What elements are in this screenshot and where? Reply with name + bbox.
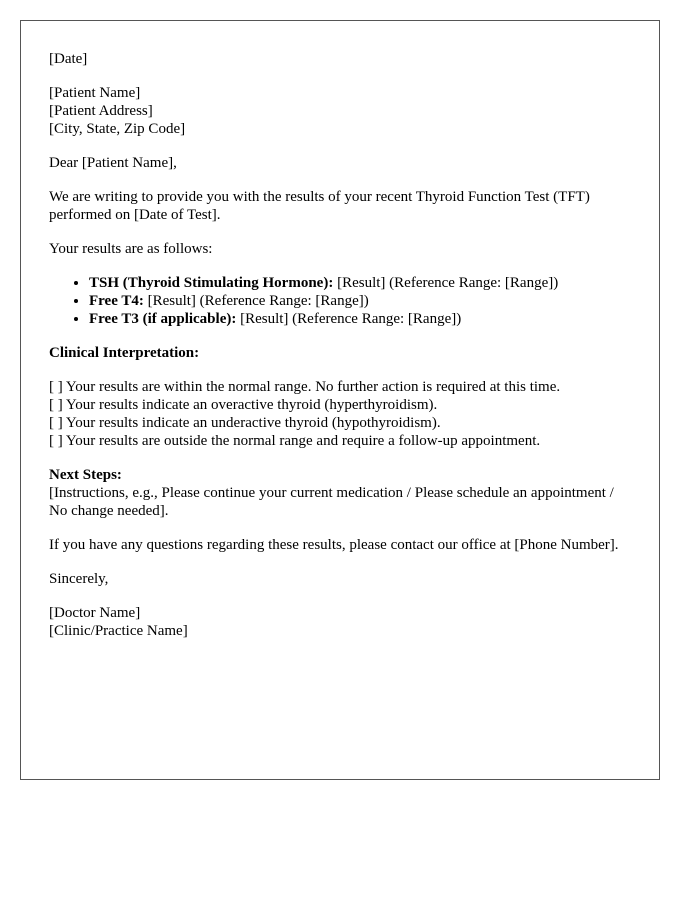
interpretation-heading: Clinical Interpretation: [49, 345, 200, 361]
result-label: TSH (Thyroid Stimulating Hormone): [89, 275, 334, 291]
result-item-free-t3 [89, 310, 631, 328]
interpretation-option: [ ] Your results are within the normal range. No further action is required at this time. [49, 379, 561, 395]
next-steps-text: [Instructions, e.g., Please continue your current medication / Please schedule an appointment / No change needed]. [49, 485, 614, 519]
recipient-city-state-zip: [City, State, Zip Code] [49, 121, 186, 137]
intro-paragraph: We are writing to provide you with the results of your recent Thyroid Function Test (TFT) performed on [Date of Test]. [49, 189, 590, 223]
result-item-free-t4 [89, 292, 631, 310]
recipient-block [49, 84, 631, 138]
results-list [49, 274, 631, 328]
result-label: Free T4: [89, 293, 144, 309]
contact-paragraph: If you have any questions regarding these results, please contact our office at [Phone Number]. [49, 537, 619, 553]
result-value: [Result] (Reference Range: [Range]) [143, 293, 369, 309]
interpretation-option: [ ] Your results indicate an underactive thyroid (hypothyroidism). [49, 415, 441, 431]
signature-clinic: [Clinic/Practice Name] [49, 623, 188, 639]
letter-page [20, 20, 660, 780]
next-steps-section [49, 466, 631, 520]
signature-doctor: [Doctor Name] [49, 605, 141, 621]
interpretation-option: [ ] Your results are outside the normal range and require a follow-up appointment. [49, 433, 541, 449]
results-lead: Your results are as follows: [49, 241, 213, 257]
signature-block [49, 604, 631, 640]
result-value: [Result] (Reference Range: [Range]) [333, 275, 559, 291]
result-label: Free T3 (if applicable): [89, 311, 237, 327]
result-value: [Result] (Reference Range: [Range]) [236, 311, 462, 327]
interpretation-option: [ ] Your results indicate an overactive thyroid (hyperthyroidism). [49, 397, 438, 413]
greeting: Dear [Patient Name], [49, 155, 177, 171]
letter-date: [Date] [49, 51, 88, 67]
closing: Sincerely, [49, 571, 109, 587]
result-item-tsh [89, 274, 631, 292]
recipient-address: [Patient Address] [49, 103, 153, 119]
recipient-name: [Patient Name] [49, 85, 141, 101]
next-steps-heading: Next Steps: [49, 467, 122, 483]
interpretation-checklist [49, 378, 631, 450]
